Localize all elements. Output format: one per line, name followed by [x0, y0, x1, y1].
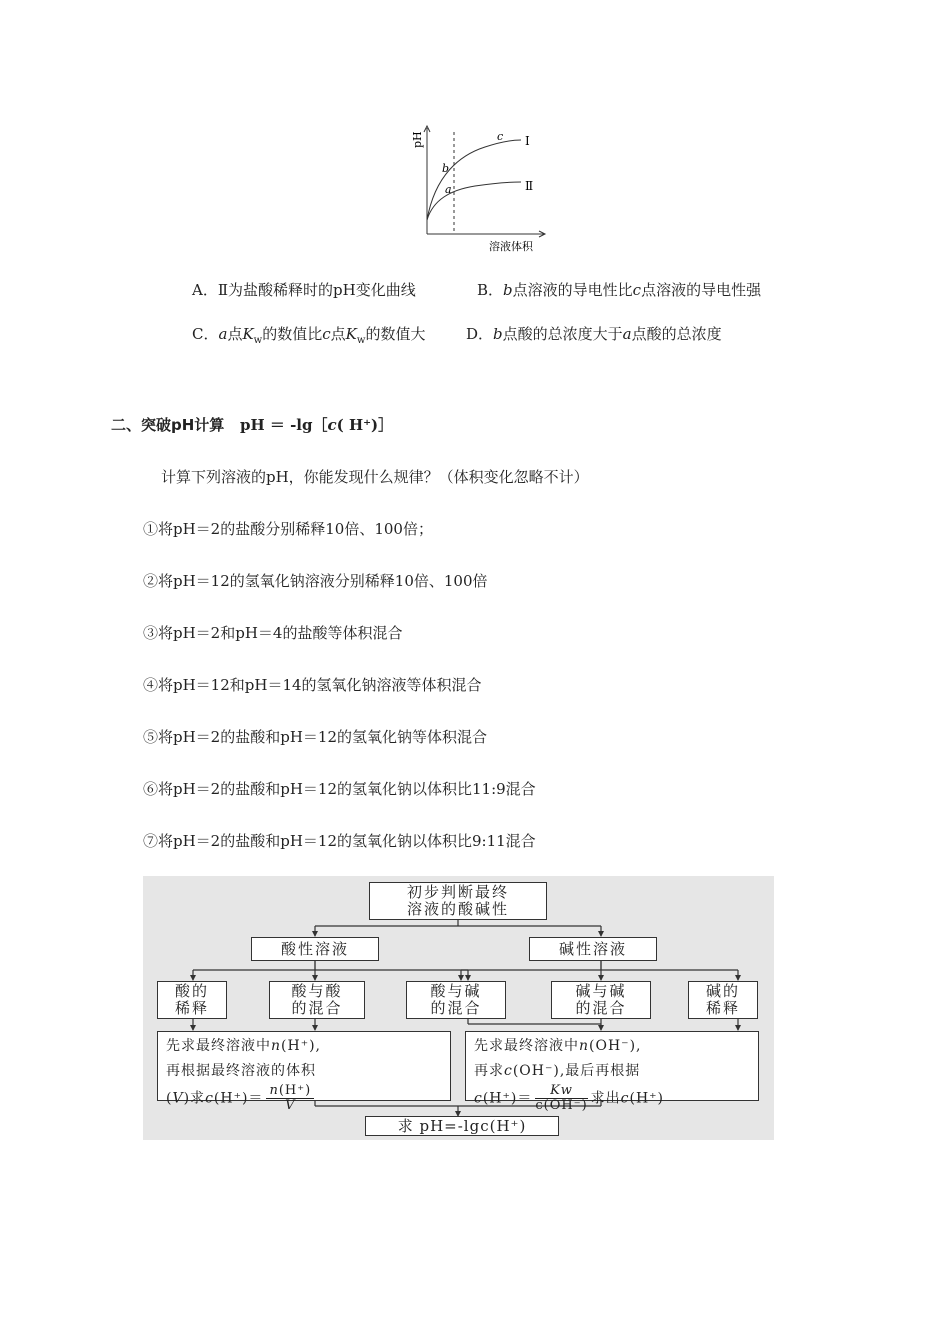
flow-base-method-eq: (H⁺)＝ — [482, 1090, 533, 1107]
flow-acid-base-l1: 酸与碱 — [430, 982, 482, 1000]
flow-base-dilution-l2: 稀释 — [705, 999, 740, 1017]
flow-acid-method-p: ( — [166, 1090, 173, 1107]
flow-acid-method-line1 — [166, 1034, 442, 1059]
option-b-var-c: c — [632, 281, 642, 299]
ph-formula-post: ( H⁺)］ — [336, 416, 394, 434]
flow-acid-method-t1: 先求最终溶液中 — [166, 1038, 271, 1054]
option-d-tail: 点酸的总浓度 — [631, 325, 722, 343]
section-heading — [111, 414, 393, 435]
flow-base-method-box — [465, 1031, 759, 1113]
flow-base-frac-den: c(OH⁻) — [535, 1098, 588, 1113]
flow-base-box: 碱性溶液 — [529, 937, 657, 961]
intro-text: 计算下列溶液的pH，你能发现什么规律？（体积变化忽略不计） — [161, 468, 589, 486]
flow-start-line2: 溶液的酸碱性 — [406, 900, 509, 918]
flow-base-method-c3: c — [620, 1090, 630, 1107]
flow-base-method-t3: (OH⁻),最后再根据 — [512, 1063, 641, 1079]
question-4: ④将pH＝12和pH＝14的氢氧化钠溶液等体积混合 — [143, 676, 482, 694]
flow-acid-method-line2: 再根据最终溶液的体积 — [166, 1063, 316, 1079]
flow-base-method-h: (H⁺) — [629, 1090, 665, 1107]
flow-acid-dilution-l2: 稀释 — [174, 999, 209, 1017]
option-a: A．Ⅱ为盐酸稀释时的pH变化曲线 — [192, 281, 416, 299]
curve-label-1: Ⅰ — [525, 134, 530, 148]
flow-acid-dilution-l1: 酸的 — [174, 982, 209, 1000]
flow-acid-box: 酸性溶液 — [251, 937, 379, 961]
ph-formula-c: c — [327, 416, 337, 434]
flow-acid-acid-l2: 的混合 — [291, 999, 343, 1017]
option-c-var-c: c — [322, 325, 331, 343]
flow-acid-base-l2: 的混合 — [430, 999, 482, 1017]
flow-acid-method-n: n — [271, 1038, 282, 1054]
option-c-var-k2: K — [345, 325, 357, 343]
option-b-tail: 点溶液的导电性强 — [641, 281, 762, 299]
option-d-var-a: a — [622, 325, 632, 343]
flow-acid-method-c: c — [205, 1090, 214, 1107]
flow-base-method-oh: (OH⁻), — [589, 1038, 642, 1054]
flow-acid-frac-n: n — [269, 1083, 279, 1098]
flow-start-line1: 初步判断最终 — [406, 883, 509, 901]
point-label-b: b — [442, 162, 450, 175]
y-axis-label: pH — [411, 131, 424, 148]
question-5: ⑤将pH＝2的盐酸和pH＝12的氢氧化钠等体积混合 — [143, 728, 487, 746]
question-1: ①将pH＝2的盐酸分别稀释10倍、100倍； — [143, 520, 433, 538]
flow-start-box — [369, 882, 547, 920]
flow-base-method-line2 — [474, 1059, 750, 1084]
flow-acid-frac-num: (H⁺) — [278, 1083, 312, 1098]
curve-label-2: Ⅱ — [525, 179, 534, 193]
curve-1-line — [427, 140, 521, 220]
option-d-var-b: b — [493, 325, 503, 343]
flow-acid-acid-l1: 酸与酸 — [291, 982, 343, 1000]
option-d — [466, 323, 722, 344]
question-7: ⑦将pH＝2的盐酸和pH＝12的氢氧化钠以体积比9:11混合 — [143, 832, 536, 850]
flow-base-method-line1 — [474, 1034, 750, 1059]
flow-acid-base-box — [406, 981, 506, 1019]
option-b-text: 点溶液的导电性比 — [512, 281, 633, 299]
curve-2-line — [427, 182, 521, 220]
flow-base-method-t2: 再求 — [474, 1063, 504, 1079]
option-b — [477, 279, 761, 300]
option-c-tail: 的数值大 — [365, 325, 426, 343]
option-c-var-a: a — [218, 325, 228, 343]
option-d-prefix: D． — [466, 325, 494, 343]
option-c — [192, 323, 425, 346]
point-label-c: c — [497, 130, 504, 143]
flow-base-method-c: c — [504, 1063, 513, 1079]
flow-base-method-t1: 先求最终溶液中 — [474, 1038, 579, 1054]
ph-dilution-chart — [405, 120, 565, 260]
option-c-text2: 的数值比 — [262, 325, 323, 343]
ph-formula — [240, 416, 393, 434]
flow-acid-method-qiu: )求 — [183, 1090, 206, 1107]
flow-acid-method-v: V — [172, 1090, 184, 1107]
option-d-text: 点酸的总浓度大于 — [502, 325, 623, 343]
option-c-sub-w1: w — [253, 335, 263, 346]
flow-acid-dilution-box — [157, 981, 227, 1019]
option-c-var-k1: K — [242, 325, 254, 343]
flow-base-base-l1: 碱与碱 — [575, 982, 627, 1000]
flow-base-dilution-l1: 碱的 — [705, 982, 740, 1000]
flow-base-method-qiuchu: 求出 — [590, 1090, 621, 1107]
flow-acid-frac-den: V — [285, 1098, 296, 1113]
flow-base-dilution-box — [688, 981, 758, 1019]
option-c-prefix: C． — [192, 325, 219, 343]
option-c-sub-w2: w — [356, 335, 366, 346]
flow-base-base-l2: 的混合 — [575, 999, 627, 1017]
option-b-prefix: B． — [477, 281, 504, 299]
flow-base-method-c2: c — [474, 1090, 483, 1107]
question-6: ⑥将pH＝2的盐酸和pH＝12的氢氧化钠以体积比11:9混合 — [143, 780, 536, 798]
option-c-text3: 点 — [330, 325, 346, 343]
flow-acid-fraction — [266, 1084, 314, 1113]
flow-base-fraction — [535, 1084, 587, 1113]
flow-acid-method-h: (H⁺), — [281, 1038, 322, 1054]
flow-acid-method-eq: (H⁺)＝ — [213, 1090, 264, 1107]
flow-acid-method-line3 — [166, 1084, 442, 1113]
flow-result-box: 求 pH=-lgc(H⁺) — [365, 1116, 559, 1136]
flow-base-method-line3 — [474, 1084, 750, 1113]
section-title: 二、突破pH计算 — [111, 416, 225, 434]
question-3: ③将pH＝2和pH＝4的盐酸等体积混合 — [143, 624, 403, 642]
flow-base-method-n: n — [579, 1038, 590, 1054]
option-b-var-b: b — [503, 281, 513, 299]
ph-calculation-flowchart — [143, 876, 774, 1140]
ph-formula-pre: pH ＝ -lg［ — [239, 416, 328, 434]
x-axis-label: 溶液体积 — [489, 240, 533, 253]
flow-acid-method-box — [157, 1031, 451, 1113]
flow-base-frac-num: Kw — [535, 1084, 587, 1099]
question-2: ②将pH＝12的氢氧化钠溶液分别稀释10倍、100倍 — [143, 572, 488, 590]
option-c-text1: 点 — [227, 325, 243, 343]
flow-base-base-box — [551, 981, 651, 1019]
point-label-a: a — [445, 183, 452, 196]
flow-acid-acid-box — [269, 981, 365, 1019]
